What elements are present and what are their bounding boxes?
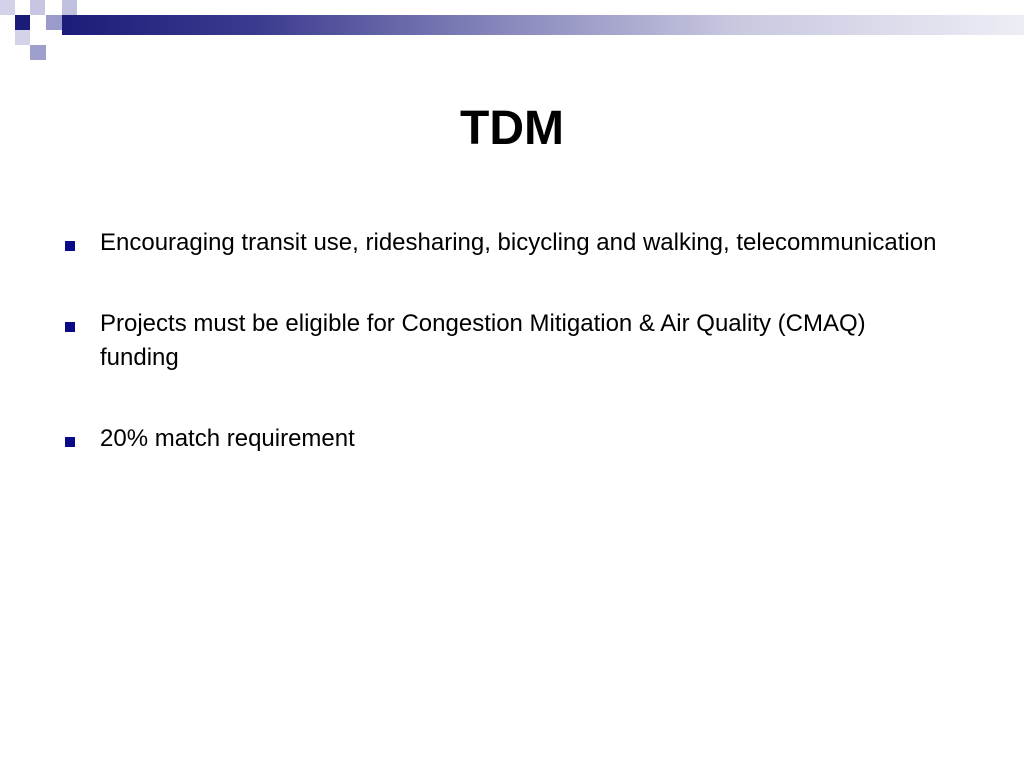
slide-title: TDM	[460, 102, 564, 155]
decorative-square-icon	[30, 45, 46, 60]
square-bullet-icon	[65, 241, 75, 251]
decorative-square-icon	[62, 0, 77, 15]
bullet-text: 20% match requirement	[100, 425, 355, 452]
header-gradient-bar	[62, 15, 1024, 35]
header-decoration	[0, 0, 1024, 64]
decorative-square-icon	[30, 0, 45, 15]
bullet-item	[62, 226, 942, 260]
decorative-square-icon	[46, 15, 62, 30]
bullet-text: Encouraging transit use, ridesharing, bicycling and walking, telecommunication	[100, 229, 937, 256]
decorative-square-icon	[15, 15, 30, 30]
square-bullet-icon	[65, 437, 75, 447]
bullet-list	[62, 226, 942, 503]
decorative-square-icon	[0, 0, 15, 15]
bullet-item	[62, 422, 942, 456]
decorative-square-icon	[15, 30, 30, 45]
bullet-text: Projects must be eligible for Congestion Mitigation & Air Quality (CMAQ) funding	[100, 310, 866, 371]
square-bullet-icon	[65, 322, 75, 332]
bullet-item	[62, 307, 942, 375]
